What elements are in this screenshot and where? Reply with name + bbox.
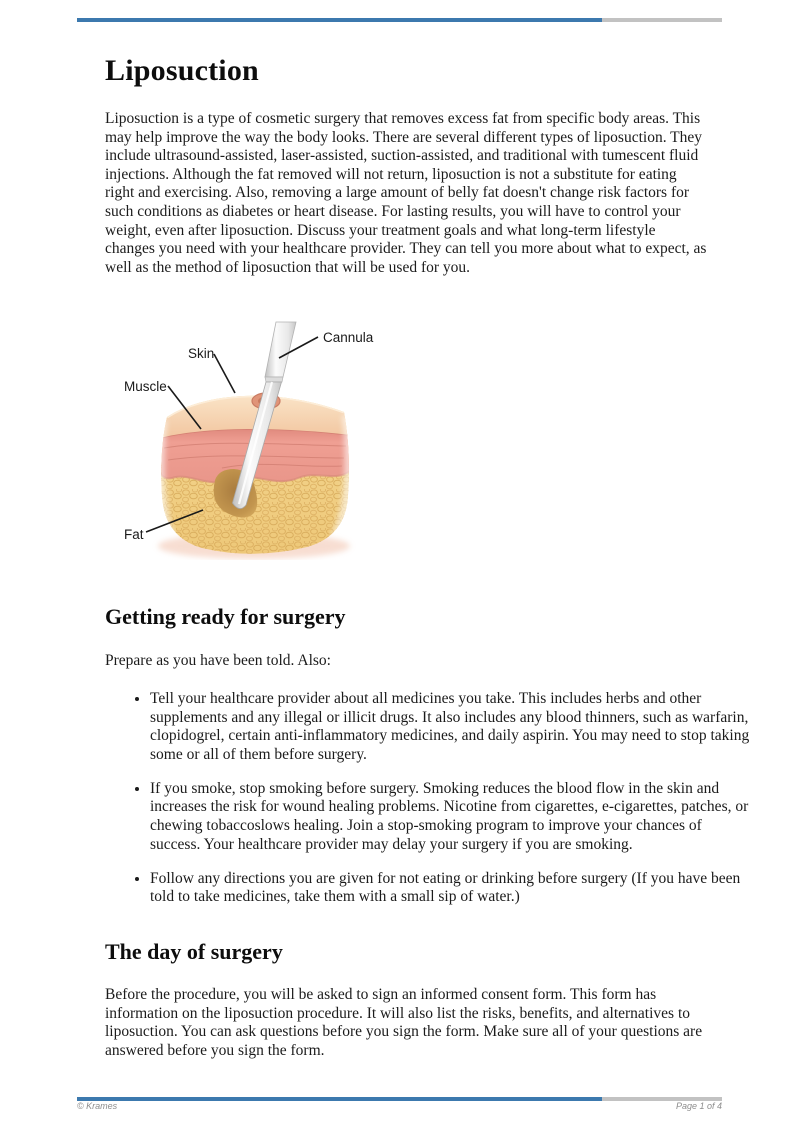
footer-page-number: Page 1 of 4 <box>675 1101 722 1111</box>
footer-rule-bar <box>77 1097 722 1101</box>
bullet-smoking: • If you smoke, stop smoking before surgery. Smoking reduces the blood flow in the skin and increases the risk for wound healing problems. Nicotine from cigarettes, e-cigarettes, patches, or chewing tobaccoslows healing. Join a stop-smoking program to improve your chances of success. Your healthcare provider may delay your surgery if you are smoking. <box>150 780 756 854</box>
figure-label-skin: Skin <box>188 346 215 361</box>
top-rule-bar-accent <box>77 18 602 22</box>
liposuction-illustration <box>102 320 402 560</box>
section-heading-day-of-surgery: The day of surgery <box>105 939 283 964</box>
bullet-medicines: • Tell your healthcare provider about all medicines you take. This includes herbs and other supplements and any illegal or illicit drugs. It also includes any blood thinners, such as warfarin, clopidogrel, certain anti-inflammatory medicines, and daily aspirin. You may need to stop taking some or all of them before surgery. <box>150 690 756 764</box>
figure-label-cannula: Cannula <box>323 330 374 345</box>
prepare-lead-text: Prepare as you have been told. Also: <box>105 652 331 669</box>
figure-label-fat: Fat <box>124 527 144 542</box>
top-rule-bar <box>77 18 722 22</box>
section-heading-getting-ready: Getting ready for surgery <box>105 604 346 629</box>
day-of-surgery-paragraph: Before the procedure, you will be asked to sign an informed consent form. This form has information on the liposuction procedure. It will also list the risks, benefits, and alternatives to liposuction. You can ask questions before you sign the form. Make sure all of your questions are answered before you sign the form. <box>105 986 703 1059</box>
intro-paragraph: Liposuction is a type of cosmetic surgery that removes excess fat from specific body areas. This may help improve the way the body looks. There are several different types of liposuction. They include ultrasound-assisted, laser-assisted, suction-assisted, and traditional with tumescent fluid injections. Although the fat removed will not return, liposuction is not a substitute for eating right and exercising. Also, removing a large amount of belly fat doesn't change risk factors for such conditions as diabetes or heart disease. For lasting results, you will have to control your weight, even after liposuction. Discuss your treatment goals and what long-term lifestyle changes you need with your healthcare provider. They can tell you more about what to expect, as well as the method of liposuction that will be used for you. <box>105 110 707 276</box>
footer-copyright: © Krames <box>77 1101 118 1111</box>
figure-label-muscle: Muscle <box>124 379 167 394</box>
footer-rule-bar-accent <box>77 1097 602 1101</box>
page-title: Liposuction <box>105 54 259 87</box>
bullet-eating-drinking: • Follow any directions you are given for not eating or drinking before surgery (If you have been told to take medicines, take them with a small sip of water.) <box>150 870 756 907</box>
footer-rule-bar-gray <box>602 1097 722 1101</box>
preparation-bullet-list <box>105 690 756 922</box>
top-rule-bar-gray <box>602 18 722 22</box>
footer <box>77 1101 722 1111</box>
